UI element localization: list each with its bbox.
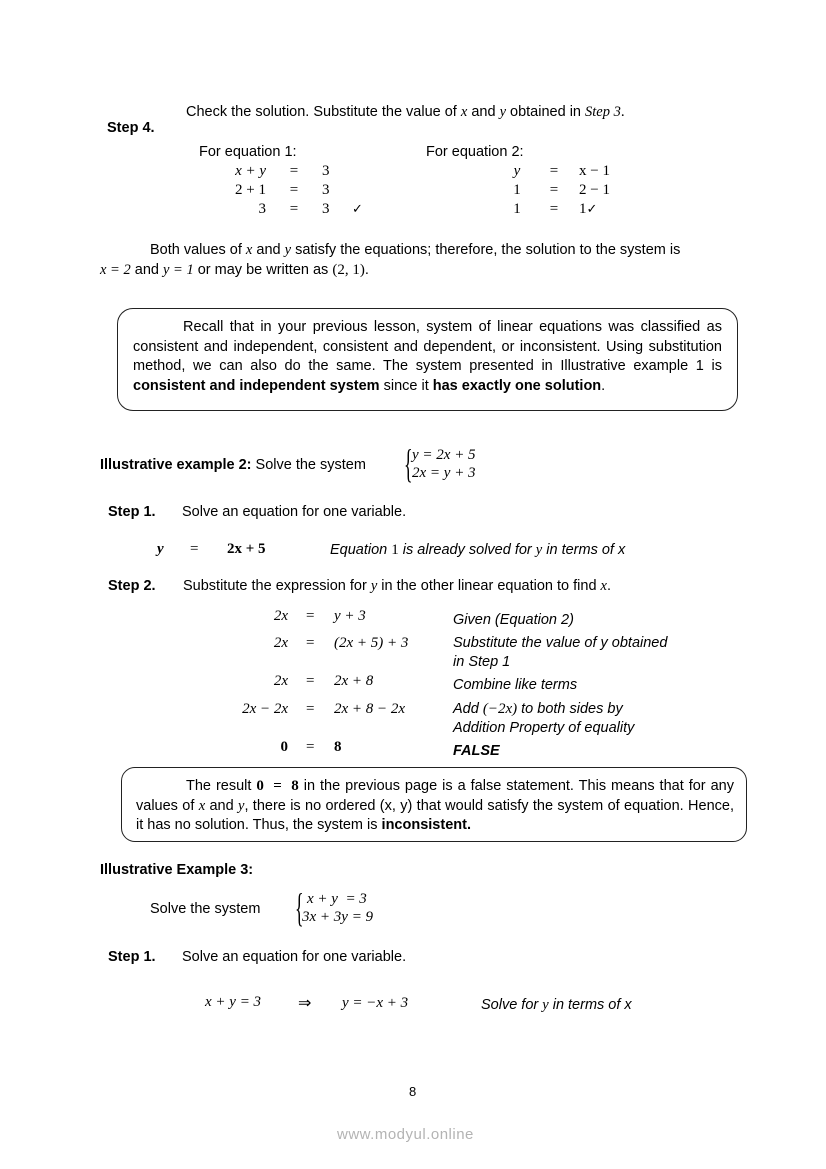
ex2-row2-lhs: 2x [273, 635, 288, 651]
ex2-row3-lhs: 2x [273, 673, 288, 689]
step4-label: Step 4. [107, 120, 155, 136]
text: in terms of x [542, 542, 626, 558]
rhs: 3 [322, 201, 330, 217]
text: Both values of [150, 242, 246, 258]
equals: = [549, 201, 559, 217]
conclusion-line-2 [100, 262, 369, 279]
ex2-row4-eq: = [306, 701, 315, 717]
math-expression: 0 = 8 [256, 778, 299, 794]
text: in the previous page is a false statement. This means that for any values of [136, 778, 734, 814]
ex3-step1-eq-from: x + y = 3 [205, 994, 262, 1010]
text: . [601, 377, 606, 394]
check-icon [352, 181, 363, 200]
ex2-row4-lhs: 2x − 2x [242, 701, 288, 717]
example3-heading: Illustrative Example 3: [100, 862, 254, 878]
eq2-row [505, 162, 610, 181]
text: 1 [391, 542, 399, 558]
text: to both sides by [517, 701, 623, 717]
text: , there is no ordered (x, y) that would satisfy the system of equation. Hence, it has no solution. Thus, the system is [136, 797, 734, 833]
conclusion-line-1 [150, 242, 680, 259]
text: Equation [330, 542, 392, 558]
math-var: y [370, 578, 378, 594]
rhs-text: 1 [579, 201, 587, 217]
watermark: www.modyul.online [337, 1126, 474, 1143]
text: and [205, 797, 238, 814]
emphasis: has exactly one solution [432, 377, 602, 394]
page-number: 8 [409, 1084, 417, 1099]
ex3-step1-note [481, 997, 632, 1014]
lhs: 3 [258, 201, 266, 217]
text: The result [186, 778, 257, 794]
math-solution-x: x = 2 [100, 262, 131, 278]
step4-instruction [186, 104, 625, 121]
ex2-row5-rhs: 8 [334, 739, 342, 755]
text: and [130, 262, 163, 278]
rhs [579, 200, 610, 219]
example2-heading [100, 457, 366, 473]
system-equation-2: 3x + 3y = 9 [302, 909, 374, 925]
example-title: Illustrative example 2: [100, 457, 252, 473]
system-equation-1: y = 2x + 5 [412, 447, 476, 463]
lhs: 2 + 1 [235, 182, 266, 198]
text: obtained in [506, 104, 586, 120]
ex2-step1-lhs: y [157, 541, 164, 557]
text: Check the solution. Substitute the value of [186, 104, 461, 120]
text: Solve for [481, 997, 543, 1013]
ex2-step1-text: Solve an equation for one variable. [182, 504, 407, 520]
eq2-row [505, 181, 610, 200]
ex2-step2-label: Step 2. [108, 578, 156, 594]
ex2-row5-eq: = [306, 739, 315, 755]
ex2-row2-note-cont: in Step 1 [453, 654, 511, 670]
text: in terms of x [548, 997, 632, 1013]
lhs: y [513, 163, 521, 179]
eq1-check-table [214, 162, 363, 219]
math-expression: (−2x) [482, 701, 518, 717]
ex2-row4-rhs: 2x + 8 − 2x [334, 701, 406, 717]
text: in the other linear equation to find [377, 578, 601, 594]
implies-arrow-icon: ⇒ [298, 995, 312, 1012]
rhs [579, 162, 610, 181]
text: or may be written as [193, 262, 333, 278]
eq1-row [214, 162, 363, 181]
text: satisfy the equations; therefore, the solution to the system is [291, 242, 681, 258]
rhs-text: 2 − 1 [579, 182, 610, 198]
rhs: 3 [322, 182, 330, 198]
example3-prompt: Solve the system [150, 901, 261, 917]
lhs: 1 [513, 182, 521, 198]
step-reference: Step 3 [585, 104, 621, 120]
emphasis: consistent and independent system [133, 377, 380, 394]
math-var: x [600, 578, 607, 594]
ex2-row3-note: Combine like terms [453, 677, 578, 693]
example3-system [302, 890, 373, 926]
ex2-row2-eq: = [306, 635, 315, 651]
text: Add [453, 701, 483, 717]
ex2-row2-note: Substitute the value of y obtained [453, 635, 668, 651]
rhs: 3 [322, 163, 330, 179]
ex2-step1-eq: = [190, 541, 199, 557]
eq2-row [505, 200, 610, 219]
ex2-step1-note [330, 542, 625, 559]
ex2-step2-text [183, 578, 611, 595]
check-icon [352, 162, 363, 181]
ex3-step1-label: Step 1. [108, 949, 156, 965]
rhs [579, 181, 610, 200]
equals: = [549, 182, 559, 198]
example2-system [412, 446, 476, 482]
ex2-row1-lhs: 2x [273, 608, 288, 624]
equals: = [289, 201, 299, 217]
math-var: x [460, 104, 468, 120]
ex2-step1-rhs: 2x + 5 [227, 541, 266, 557]
ex2-row1-note: Given (Equation 2) [453, 612, 574, 628]
lhs: 1 [513, 201, 521, 217]
ex2-row1-rhs: y + 3 [334, 608, 366, 624]
ex3-step1-eq-to: y = −x + 3 [342, 995, 409, 1011]
eq2-check-table [505, 162, 610, 219]
ex2-row1-eq: = [306, 608, 315, 624]
math-var: y [499, 104, 506, 120]
ex2-row3-rhs: 2x + 8 [334, 673, 374, 689]
text: Substitute the expression for [183, 578, 371, 594]
check-icon: ✓ [352, 202, 363, 217]
recall-callout-text [133, 318, 722, 396]
system-brace-icon: { [295, 885, 304, 930]
text: . [620, 104, 625, 120]
system-equation-1: x + y = 3 [307, 891, 367, 907]
ordered-pair: (2, 1) [332, 262, 365, 278]
equals: = [289, 182, 299, 198]
text: . [606, 578, 612, 594]
rhs-text: x − 1 [579, 163, 610, 179]
text: and [467, 104, 500, 120]
ex2-row5-lhs: 0 [280, 739, 288, 755]
math-var: y [542, 997, 549, 1013]
math-var: y [238, 797, 245, 814]
text: Solve the system [251, 457, 366, 473]
text: and [252, 242, 285, 258]
system-equation-2: 2x = y + 3 [412, 465, 476, 481]
eq1-heading: For equation 1: [199, 144, 297, 160]
equals: = [289, 163, 299, 179]
ex2-row3-eq: = [306, 673, 315, 689]
math-var: y [284, 242, 292, 258]
math-var: x [245, 242, 253, 258]
text: . [364, 262, 369, 278]
ex2-row5-note: FALSE [453, 743, 500, 759]
emphasis: inconsistent. [381, 817, 471, 833]
check-icon: ✓ [586, 202, 598, 217]
math-solution-y: y = 1 [162, 262, 194, 278]
equals: = [549, 163, 559, 179]
eq1-row [214, 200, 363, 219]
text: is already solved for [398, 542, 536, 558]
ex2-row2-rhs: (2x + 5) + 3 [334, 635, 409, 651]
ex2-row4-note [453, 701, 623, 718]
text: Recall that in your previous lesson, system of linear equations was classified as consistent and independent, consistent and dependent, or inconsistent. Using substitution method, we can also do the same. The system presented in Illustrative example 1 is [133, 319, 722, 374]
lhs: x + y [235, 163, 266, 179]
ex3-step1-text: Solve an equation for one variable. [182, 949, 407, 965]
eq1-row [214, 181, 363, 200]
inconsistent-callout-text [136, 777, 734, 836]
ex2-row4-note-cont: Addition Property of equality [453, 720, 635, 736]
system-brace-icon: { [404, 441, 413, 486]
math-var: y [535, 542, 543, 558]
eq2-heading: For equation 2: [426, 144, 524, 160]
text: since it [379, 377, 433, 394]
ex2-step1-label: Step 1. [108, 504, 156, 520]
math-var: x [198, 797, 206, 814]
